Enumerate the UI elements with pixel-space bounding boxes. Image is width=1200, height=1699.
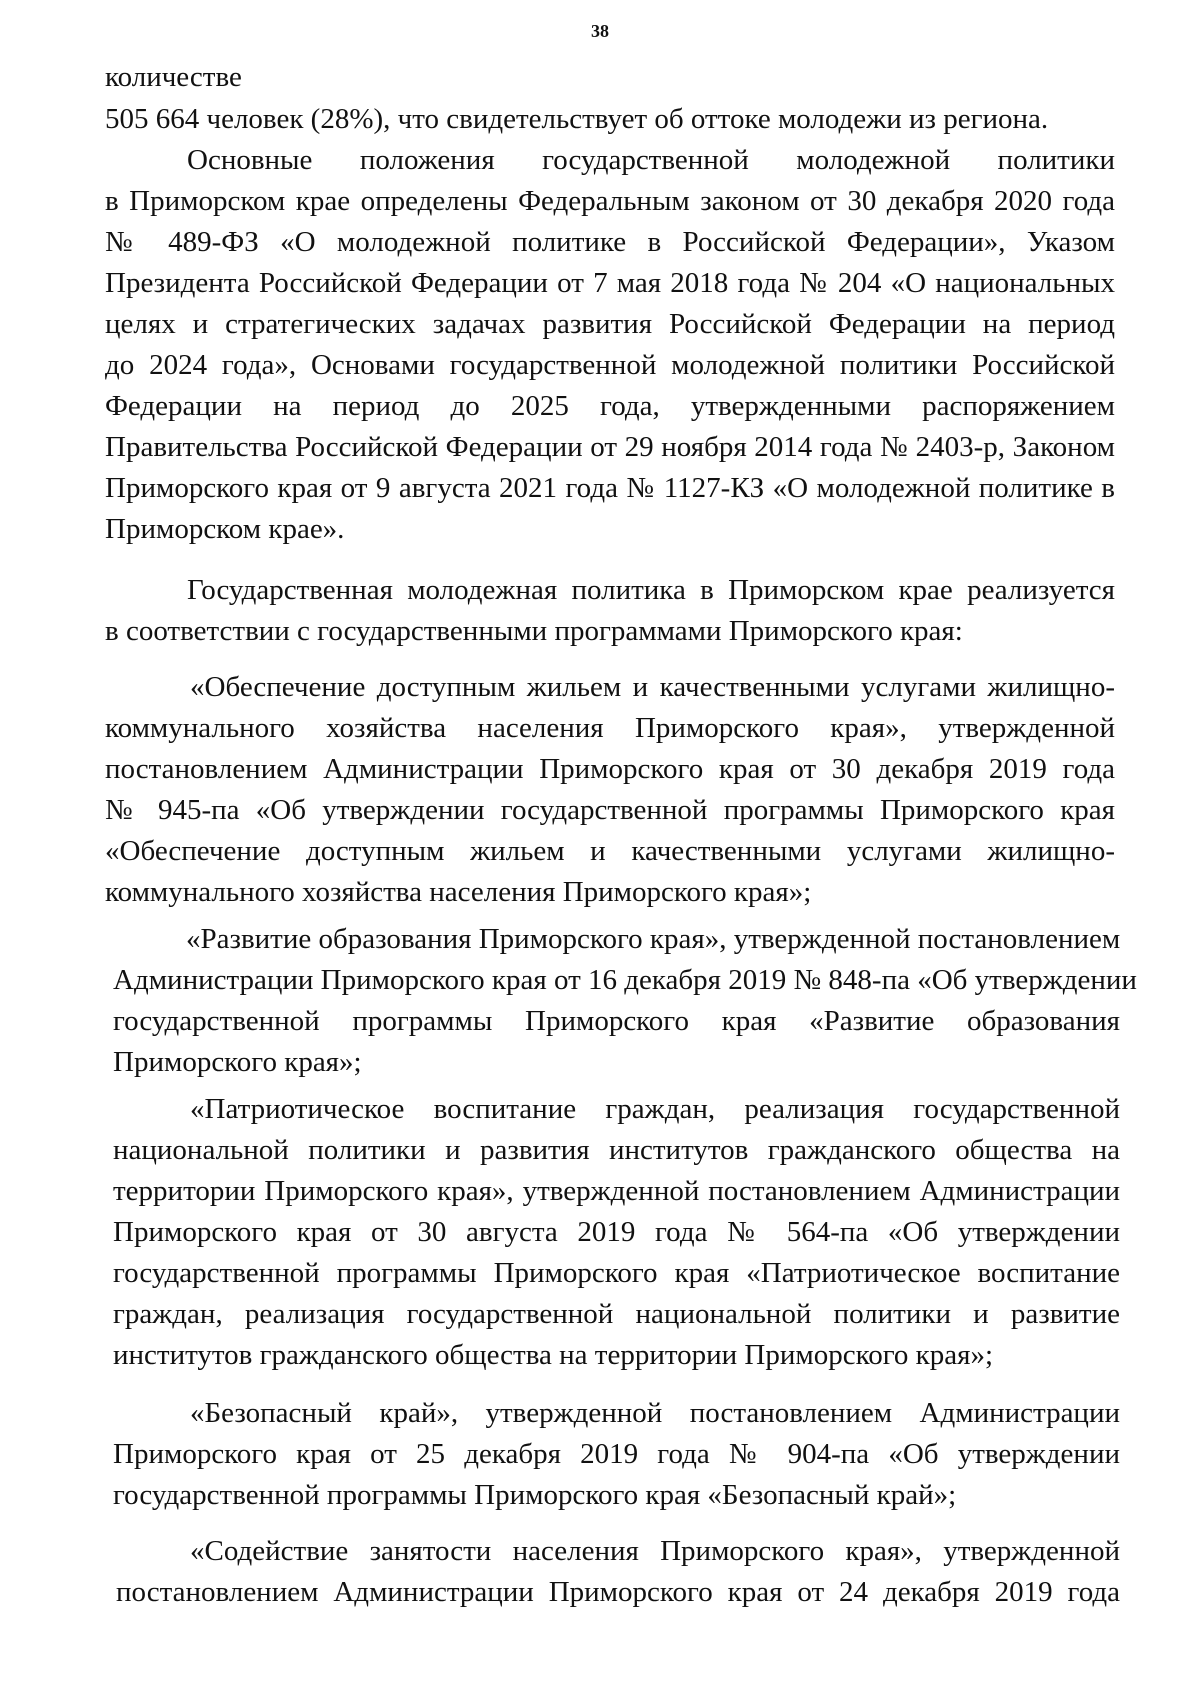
- text-line: постановлением Администрации Приморского края от 30 декабря 2019 года: [105, 753, 1115, 785]
- text-line: в Приморском крае определены Федеральным законом от 30 декабря 2020 года: [105, 185, 1115, 217]
- text-line: постановлением Администрации Приморского края от 24 декабря 2019 года: [116, 1576, 1120, 1608]
- text-line: до 2024 года», Основами государственной молодежной политики Российской: [105, 349, 1115, 381]
- text-line: «Обеспечение доступным жильем и качественными услугами жилищно-: [105, 835, 1115, 867]
- page-number: 38: [591, 21, 609, 41]
- text-line: Администрации Приморского края от 16 декабря 2019 № 848-па «Об утверждении: [113, 964, 1137, 996]
- text-line: коммунального хозяйства населения Приморского края»;: [105, 876, 812, 908]
- text-line: № 945-па «Об утверждении государственной программы Приморского края: [105, 794, 1115, 826]
- text-line: количестве: [105, 61, 242, 93]
- text-line: институтов гражданского общества на территории Приморского края»;: [113, 1339, 994, 1371]
- text-line: Приморского края от 30 августа 2019 года № 564-па «Об утверждении: [113, 1216, 1120, 1248]
- text-line: Основные положения государственной молодежной политики: [187, 144, 1115, 176]
- text-line: территории Приморского края», утвержденной постановлением Администрации: [113, 1175, 1120, 1207]
- text-line: «Обеспечение доступным жильем и качественными услугами жилищно-: [190, 671, 1115, 703]
- text-line: целях и стратегических задачах развития Российской Федерации на период: [105, 308, 1115, 340]
- text-line: коммунального хозяйства населения Приморского края», утвержденной: [105, 712, 1115, 744]
- text-line: государственной программы Приморского края «Патриотическое воспитание: [113, 1257, 1120, 1289]
- text-line: 505 664 человек (28%), что свидетельствует об оттоке молодежи из региона.: [105, 103, 1049, 135]
- text-line: «Патриотическое воспитание граждан, реализация государственной: [190, 1093, 1120, 1125]
- text-line: «Развитие образования Приморского края», утвержденной постановлением: [186, 923, 1121, 955]
- text-line: национальной политики и развития институтов гражданского общества на: [113, 1134, 1120, 1166]
- text-line: Президента Российской Федерации от 7 мая 2018 года № 204 «О национальных: [105, 267, 1115, 299]
- text-line: Государственная молодежная политика в Приморском крае реализуется: [187, 574, 1115, 606]
- text-line: № 489-ФЗ «О молодежной политике в Российской Федерации», Указом: [105, 226, 1115, 258]
- text-line: государственной программы Приморского края «Безопасный край»;: [113, 1479, 957, 1511]
- text-line: граждан, реализация государственной национальной политики и развитие: [113, 1298, 1120, 1330]
- text-line: государственной программы Приморского края «Развитие образования: [113, 1005, 1120, 1037]
- text-line: «Безопасный край», утвержденной постановлением Администрации: [190, 1397, 1120, 1429]
- text-line: «Содействие занятости населения Приморского края», утвержденной: [190, 1535, 1120, 1567]
- text-line: Федерации на период до 2025 года, утвержденными распоряжением: [105, 390, 1115, 422]
- text-line: Правительства Российской Федерации от 29 ноября 2014 года № 2403-р, Законом: [105, 431, 1115, 463]
- text-line: Приморском крае».: [105, 513, 345, 545]
- text-line: Приморского края»;: [113, 1046, 362, 1078]
- text-line: в соответствии с государственными программами Приморского края:: [105, 615, 963, 647]
- text-line: Приморского края от 25 декабря 2019 года № 904-па «Об утверждении: [113, 1438, 1120, 1470]
- text-line: Приморского края от 9 августа 2021 года № 1127-КЗ «О молодежной политике в: [105, 472, 1115, 504]
